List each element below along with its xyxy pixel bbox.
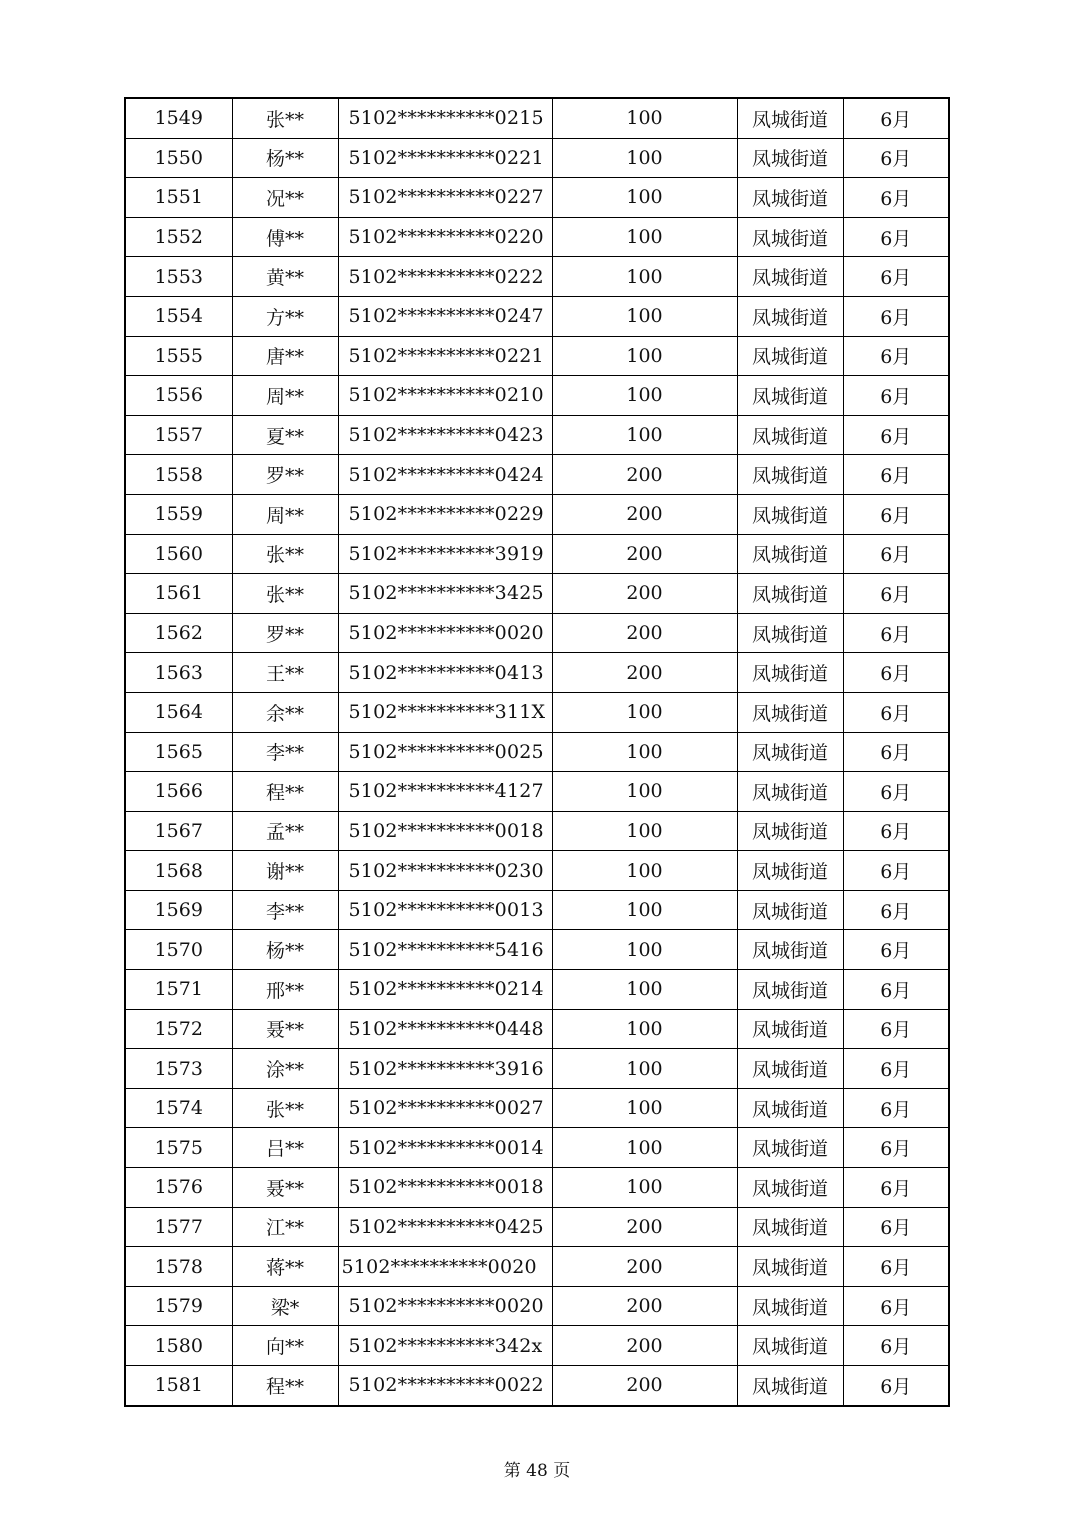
row-number-cell: 1564 xyxy=(125,692,232,732)
name-cell: 李** xyxy=(232,732,338,772)
table-row xyxy=(125,1049,949,1089)
table-row xyxy=(125,178,949,218)
amount-cell: 100 xyxy=(552,296,737,336)
amount-cell: 200 xyxy=(552,1247,737,1287)
month-cell: 6月 xyxy=(843,890,949,930)
name-cell: 程** xyxy=(232,772,338,812)
month-cell: 6月 xyxy=(843,296,949,336)
month-cell: 6月 xyxy=(843,732,949,772)
beneficiary-table xyxy=(124,97,950,1407)
table-row xyxy=(125,930,949,970)
amount-cell: 100 xyxy=(552,1049,737,1089)
street-cell: 凤城街道 xyxy=(737,336,843,376)
id-number-cell: 5102**********0018 xyxy=(338,811,552,851)
row-number-cell: 1578 xyxy=(125,1247,232,1287)
month-cell: 6月 xyxy=(843,98,949,138)
amount-cell: 200 xyxy=(552,653,737,693)
month-cell: 6月 xyxy=(843,653,949,693)
table-row xyxy=(125,376,949,416)
street-cell: 凤城街道 xyxy=(737,1247,843,1287)
amount-cell: 200 xyxy=(552,1207,737,1247)
street-cell: 凤城街道 xyxy=(737,138,843,178)
row-number-cell: 1568 xyxy=(125,851,232,891)
name-cell: 孟** xyxy=(232,811,338,851)
name-cell: 杨** xyxy=(232,930,338,970)
name-cell: 夏** xyxy=(232,415,338,455)
street-cell: 凤城街道 xyxy=(737,494,843,534)
id-number-cell: 5102**********0018 xyxy=(338,1168,552,1208)
amount-cell: 200 xyxy=(552,534,737,574)
street-cell: 凤城街道 xyxy=(737,455,843,495)
id-number-cell: 5102**********0423 xyxy=(338,415,552,455)
row-number-cell: 1566 xyxy=(125,772,232,812)
row-number-cell: 1571 xyxy=(125,970,232,1010)
street-cell: 凤城街道 xyxy=(737,217,843,257)
month-cell: 6月 xyxy=(843,811,949,851)
amount-cell: 200 xyxy=(552,613,737,653)
amount-cell: 100 xyxy=(552,1009,737,1049)
table-row xyxy=(125,574,949,614)
month-cell: 6月 xyxy=(843,1326,949,1366)
row-number-cell: 1549 xyxy=(125,98,232,138)
month-cell: 6月 xyxy=(843,257,949,297)
street-cell: 凤城街道 xyxy=(737,178,843,218)
id-number-cell: 5102**********0247 xyxy=(338,296,552,336)
month-cell: 6月 xyxy=(843,336,949,376)
id-number-cell: 5102**********0025 xyxy=(338,732,552,772)
table-row xyxy=(125,1128,949,1168)
table-row xyxy=(125,653,949,693)
row-number-cell: 1579 xyxy=(125,1286,232,1326)
id-number-cell: 5102**********0227 xyxy=(338,178,552,218)
month-cell: 6月 xyxy=(843,772,949,812)
amount-cell: 100 xyxy=(552,415,737,455)
row-number-cell: 1577 xyxy=(125,1207,232,1247)
street-cell: 凤城街道 xyxy=(737,415,843,455)
id-number-cell: 5102**********0413 xyxy=(338,653,552,693)
row-number-cell: 1572 xyxy=(125,1009,232,1049)
id-number-cell: 5102**********0214 xyxy=(338,970,552,1010)
amount-cell: 100 xyxy=(552,890,737,930)
id-number-cell: 5102**********0020 xyxy=(338,1247,552,1287)
street-cell: 凤城街道 xyxy=(737,1088,843,1128)
amount-cell: 100 xyxy=(552,138,737,178)
name-cell: 罗** xyxy=(232,455,338,495)
table-row xyxy=(125,851,949,891)
id-number-cell: 5102**********0020 xyxy=(338,613,552,653)
name-cell: 唐** xyxy=(232,336,338,376)
street-cell: 凤城街道 xyxy=(737,257,843,297)
month-cell: 6月 xyxy=(843,574,949,614)
table-row xyxy=(125,1366,949,1406)
table-body xyxy=(125,98,949,1406)
amount-cell: 100 xyxy=(552,257,737,297)
amount-cell: 200 xyxy=(552,1366,737,1406)
month-cell: 6月 xyxy=(843,1128,949,1168)
amount-cell: 100 xyxy=(552,1088,737,1128)
month-cell: 6月 xyxy=(843,1207,949,1247)
id-number-cell: 5102**********0448 xyxy=(338,1009,552,1049)
row-number-cell: 1551 xyxy=(125,178,232,218)
table-row xyxy=(125,217,949,257)
row-number-cell: 1569 xyxy=(125,890,232,930)
month-cell: 6月 xyxy=(843,138,949,178)
amount-cell: 100 xyxy=(552,930,737,970)
name-cell: 况** xyxy=(232,178,338,218)
name-cell: 吕** xyxy=(232,1128,338,1168)
row-number-cell: 1573 xyxy=(125,1049,232,1089)
name-cell: 蒋** xyxy=(232,1247,338,1287)
street-cell: 凤城街道 xyxy=(737,970,843,1010)
street-cell: 凤城街道 xyxy=(737,1326,843,1366)
amount-cell: 100 xyxy=(552,1128,737,1168)
name-cell: 周** xyxy=(232,494,338,534)
row-number-cell: 1581 xyxy=(125,1366,232,1406)
amount-cell: 100 xyxy=(552,692,737,732)
month-cell: 6月 xyxy=(843,455,949,495)
id-number-cell: 5102**********0230 xyxy=(338,851,552,891)
name-cell: 张** xyxy=(232,1088,338,1128)
amount-cell: 100 xyxy=(552,98,737,138)
id-number-cell: 5102**********4127 xyxy=(338,772,552,812)
amount-cell: 200 xyxy=(552,1286,737,1326)
month-cell: 6月 xyxy=(843,1088,949,1128)
table-row xyxy=(125,890,949,930)
table-row xyxy=(125,1286,949,1326)
street-cell: 凤城街道 xyxy=(737,692,843,732)
table-row xyxy=(125,1088,949,1128)
amount-cell: 100 xyxy=(552,217,737,257)
amount-cell: 100 xyxy=(552,851,737,891)
street-cell: 凤城街道 xyxy=(737,1128,843,1168)
name-cell: 聂** xyxy=(232,1009,338,1049)
name-cell: 傅** xyxy=(232,217,338,257)
row-number-cell: 1559 xyxy=(125,494,232,534)
month-cell: 6月 xyxy=(843,970,949,1010)
name-cell: 程** xyxy=(232,1366,338,1406)
amount-cell: 200 xyxy=(552,455,737,495)
month-cell: 6月 xyxy=(843,692,949,732)
row-number-cell: 1575 xyxy=(125,1128,232,1168)
name-cell: 张** xyxy=(232,574,338,614)
street-cell: 凤城街道 xyxy=(737,376,843,416)
street-cell: 凤城街道 xyxy=(737,811,843,851)
row-number-cell: 1570 xyxy=(125,930,232,970)
row-number-cell: 1576 xyxy=(125,1168,232,1208)
id-number-cell: 5102**********0027 xyxy=(338,1088,552,1128)
id-number-cell: 5102**********3425 xyxy=(338,574,552,614)
month-cell: 6月 xyxy=(843,415,949,455)
street-cell: 凤城街道 xyxy=(737,613,843,653)
name-cell: 王** xyxy=(232,653,338,693)
name-cell: 聂** xyxy=(232,1168,338,1208)
page-number: 第 48 页 xyxy=(503,1461,571,1481)
table-row xyxy=(125,970,949,1010)
month-cell: 6月 xyxy=(843,930,949,970)
street-cell: 凤城街道 xyxy=(737,574,843,614)
name-cell: 张** xyxy=(232,534,338,574)
row-number-cell: 1574 xyxy=(125,1088,232,1128)
month-cell: 6月 xyxy=(843,1049,949,1089)
id-number-cell: 5102**********0222 xyxy=(338,257,552,297)
street-cell: 凤城街道 xyxy=(737,534,843,574)
row-number-cell: 1563 xyxy=(125,653,232,693)
month-cell: 6月 xyxy=(843,217,949,257)
row-number-cell: 1562 xyxy=(125,613,232,653)
street-cell: 凤城街道 xyxy=(737,1207,843,1247)
amount-cell: 200 xyxy=(552,574,737,614)
id-number-cell: 5102**********3916 xyxy=(338,1049,552,1089)
street-cell: 凤城街道 xyxy=(737,1366,843,1406)
row-number-cell: 1560 xyxy=(125,534,232,574)
month-cell: 6月 xyxy=(843,851,949,891)
table-row xyxy=(125,494,949,534)
name-cell: 杨** xyxy=(232,138,338,178)
month-cell: 6月 xyxy=(843,1286,949,1326)
street-cell: 凤城街道 xyxy=(737,1168,843,1208)
table-row xyxy=(125,692,949,732)
amount-cell: 100 xyxy=(552,732,737,772)
month-cell: 6月 xyxy=(843,613,949,653)
id-number-cell: 5102**********342x xyxy=(338,1326,552,1366)
table-row xyxy=(125,1326,949,1366)
row-number-cell: 1567 xyxy=(125,811,232,851)
row-number-cell: 1558 xyxy=(125,455,232,495)
table-row xyxy=(125,98,949,138)
table-row xyxy=(125,336,949,376)
name-cell: 余** xyxy=(232,692,338,732)
street-cell: 凤城街道 xyxy=(737,890,843,930)
table-row xyxy=(125,1168,949,1208)
street-cell: 凤城街道 xyxy=(737,732,843,772)
table-row xyxy=(125,455,949,495)
amount-cell: 200 xyxy=(552,494,737,534)
table-row xyxy=(125,1207,949,1247)
name-cell: 谢** xyxy=(232,851,338,891)
name-cell: 江** xyxy=(232,1207,338,1247)
row-number-cell: 1550 xyxy=(125,138,232,178)
name-cell: 周** xyxy=(232,376,338,416)
month-cell: 6月 xyxy=(843,1168,949,1208)
month-cell: 6月 xyxy=(843,376,949,416)
row-number-cell: 1553 xyxy=(125,257,232,297)
street-cell: 凤城街道 xyxy=(737,930,843,970)
id-number-cell: 5102**********0013 xyxy=(338,890,552,930)
table-row xyxy=(125,138,949,178)
amount-cell: 100 xyxy=(552,178,737,218)
row-number-cell: 1554 xyxy=(125,296,232,336)
row-number-cell: 1555 xyxy=(125,336,232,376)
id-number-cell: 5102**********0220 xyxy=(338,217,552,257)
id-number-cell: 5102**********0020 xyxy=(338,1286,552,1326)
name-cell: 李** xyxy=(232,890,338,930)
row-number-cell: 1557 xyxy=(125,415,232,455)
amount-cell: 100 xyxy=(552,811,737,851)
row-number-cell: 1565 xyxy=(125,732,232,772)
street-cell: 凤城街道 xyxy=(737,653,843,693)
id-number-cell: 5102**********0022 xyxy=(338,1366,552,1406)
id-number-cell: 5102**********0014 xyxy=(338,1128,552,1168)
table-row xyxy=(125,415,949,455)
id-number-cell: 5102**********3919 xyxy=(338,534,552,574)
table-row xyxy=(125,296,949,336)
row-number-cell: 1580 xyxy=(125,1326,232,1366)
street-cell: 凤城街道 xyxy=(737,1049,843,1089)
month-cell: 6月 xyxy=(843,1247,949,1287)
row-number-cell: 1561 xyxy=(125,574,232,614)
id-number-cell: 5102**********0221 xyxy=(338,138,552,178)
street-cell: 凤城街道 xyxy=(737,851,843,891)
street-cell: 凤城街道 xyxy=(737,98,843,138)
table-row xyxy=(125,811,949,851)
table-row xyxy=(125,257,949,297)
id-number-cell: 5102**********0425 xyxy=(338,1207,552,1247)
id-number-cell: 5102**********5416 xyxy=(338,930,552,970)
month-cell: 6月 xyxy=(843,178,949,218)
amount-cell: 100 xyxy=(552,336,737,376)
amount-cell: 100 xyxy=(552,1168,737,1208)
month-cell: 6月 xyxy=(843,1366,949,1406)
month-cell: 6月 xyxy=(843,1009,949,1049)
name-cell: 黄** xyxy=(232,257,338,297)
amount-cell: 100 xyxy=(552,376,737,416)
month-cell: 6月 xyxy=(843,534,949,574)
amount-cell: 200 xyxy=(552,1326,737,1366)
table-row xyxy=(125,732,949,772)
row-number-cell: 1552 xyxy=(125,217,232,257)
street-cell: 凤城街道 xyxy=(737,296,843,336)
name-cell: 邢** xyxy=(232,970,338,1010)
amount-cell: 100 xyxy=(552,772,737,812)
amount-cell: 100 xyxy=(552,970,737,1010)
id-number-cell: 5102**********0215 xyxy=(338,98,552,138)
table-row xyxy=(125,1009,949,1049)
row-number-cell: 1556 xyxy=(125,376,232,416)
street-cell: 凤城街道 xyxy=(737,1286,843,1326)
id-number-cell: 5102**********0210 xyxy=(338,376,552,416)
street-cell: 凤城街道 xyxy=(737,772,843,812)
table-row xyxy=(125,772,949,812)
id-number-cell: 5102**********0221 xyxy=(338,336,552,376)
table-row xyxy=(125,613,949,653)
table-row xyxy=(125,534,949,574)
month-cell: 6月 xyxy=(843,494,949,534)
id-number-cell: 5102**********311X xyxy=(338,692,552,732)
id-number-cell: 5102**********0229 xyxy=(338,494,552,534)
name-cell: 向** xyxy=(232,1326,338,1366)
name-cell: 梁* xyxy=(232,1286,338,1326)
name-cell: 张** xyxy=(232,98,338,138)
name-cell: 涂** xyxy=(232,1049,338,1089)
street-cell: 凤城街道 xyxy=(737,1009,843,1049)
table-row xyxy=(125,1247,949,1287)
name-cell: 罗** xyxy=(232,613,338,653)
name-cell: 方** xyxy=(232,296,338,336)
id-number-cell: 5102**********0424 xyxy=(338,455,552,495)
